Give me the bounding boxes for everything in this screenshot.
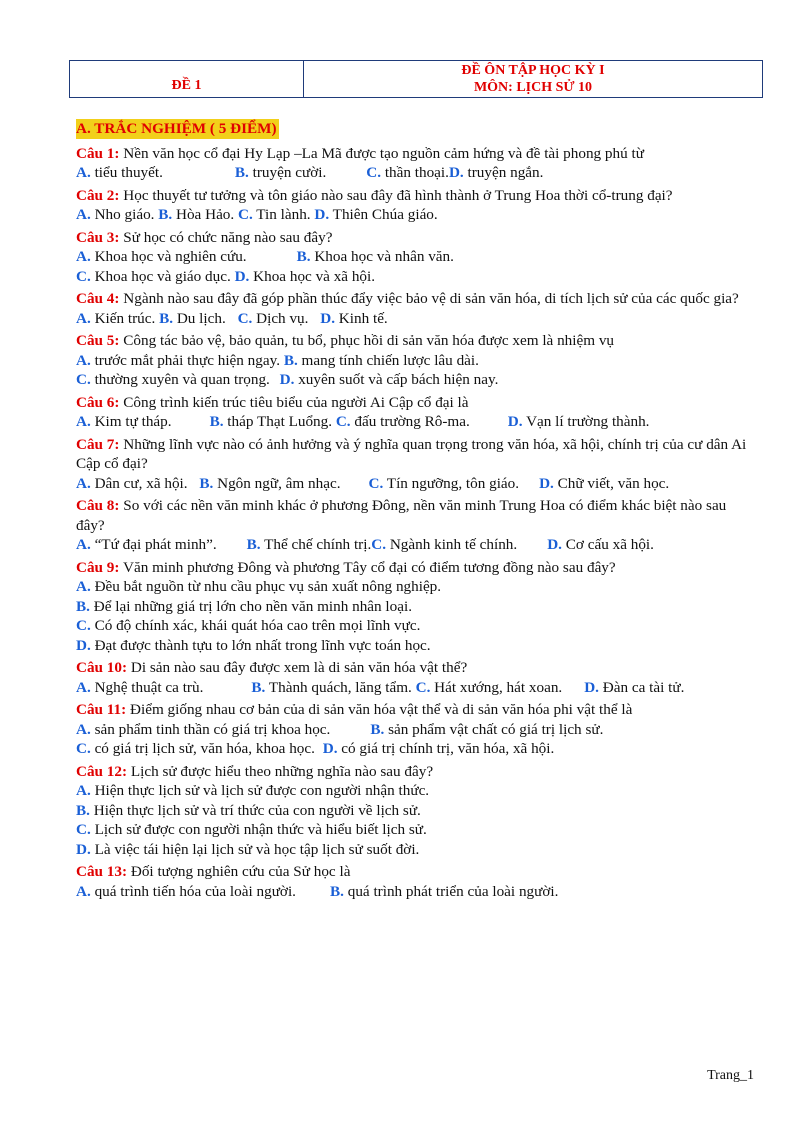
answer-option <box>76 164 163 181</box>
answer-text: thần thoại. <box>381 164 449 181</box>
answer-row <box>76 577 756 597</box>
answer-option <box>199 475 340 492</box>
answer-option <box>76 413 172 430</box>
question-label: Câu 6: <box>76 393 120 411</box>
answer-option <box>247 536 372 553</box>
answer-text: Ngôn ngữ, âm nhạc. <box>213 474 341 492</box>
answer-text: Đàn ca tài tử. <box>598 678 685 696</box>
answer-text: xuyên suốt và cấp bách hiện nay. <box>294 371 499 388</box>
question-stem <box>76 331 756 351</box>
answer-text: Nho giáo. <box>90 206 159 223</box>
answer-text: Hòa Hảo. <box>172 206 238 223</box>
question-stem <box>76 700 756 720</box>
question-text: Công trình kiến trúc tiêu biểu của người Ai Cập cổ đại là <box>119 393 469 411</box>
answer-option <box>76 371 274 388</box>
answer-row <box>76 820 756 840</box>
answer-letter: A. <box>76 782 91 799</box>
answer-letter: A. <box>76 164 91 181</box>
answer-text: Tin lành. <box>252 206 315 223</box>
answer-text: thường xuyên và quan trọng. <box>90 371 274 388</box>
question-12 <box>76 762 756 860</box>
answer-text: Kim tự tháp. <box>90 413 172 430</box>
question-7 <box>76 435 756 494</box>
question-3 <box>76 228 756 287</box>
question-text: So với các nền văn minh khác ở phương Đông, nền văn minh Trung Hoa có điểm khác biệt nào sau đây? <box>76 497 727 534</box>
answer-option <box>238 206 314 223</box>
answer-option <box>336 413 470 430</box>
answer-letter: A. <box>76 351 91 369</box>
question-stem <box>76 658 756 678</box>
question-stem <box>76 496 756 535</box>
answer-letter: D. <box>76 636 91 654</box>
question-2 <box>76 186 756 225</box>
answer-text: Hiện thực lịch sử và trí thức của con người về lịch sử. <box>89 801 421 819</box>
question-13 <box>76 862 756 901</box>
answer-row <box>76 739 756 759</box>
answer-letter: B. <box>209 413 224 430</box>
answer-option <box>330 883 558 900</box>
question-stem <box>76 228 756 248</box>
question-stem <box>76 144 756 164</box>
answer-letter: D. <box>320 309 335 327</box>
question-label: Câu 7: <box>76 435 120 453</box>
question-text: Lịch sử được hiểu theo những nghĩa nào sau đây? <box>127 762 434 780</box>
answer-option <box>76 536 217 553</box>
answer-letter: D. <box>448 164 464 181</box>
question-11 <box>76 700 756 759</box>
answer-option <box>284 352 479 369</box>
answer-letter: B. <box>296 248 311 265</box>
answer-row <box>76 267 756 287</box>
answer-text: Lịch sử được con người nhận thức và hiểu biết lịch sử. <box>90 821 427 838</box>
answer-letter: B. <box>370 720 385 738</box>
answer-row <box>76 597 756 617</box>
answer-letter: B. <box>283 351 298 369</box>
header-exam-number-cell <box>70 61 304 97</box>
answer-text: Thể chế chính trị. <box>260 536 372 553</box>
question-text: Đối tượng nghiên cứu của Sử học là <box>127 863 351 880</box>
answer-option <box>297 248 454 265</box>
answer-option <box>449 164 543 181</box>
answer-letter: A. <box>76 413 91 430</box>
question-label: Câu 4: <box>76 290 120 307</box>
question-4 <box>76 289 756 328</box>
answer-text: Kinh tế. <box>335 309 388 327</box>
answer-text: truyện ngắn. <box>463 164 544 181</box>
question-1 <box>76 144 756 183</box>
answer-option <box>416 679 563 696</box>
answer-letter: A. <box>76 248 91 265</box>
answer-option <box>76 841 419 858</box>
question-label: Câu 10: <box>76 659 128 676</box>
answer-letter: C. <box>366 164 382 181</box>
answer-row <box>76 309 756 329</box>
answer-letter: D. <box>584 678 599 696</box>
answer-text: tiểu thuyết. <box>90 164 163 181</box>
answer-text: Khoa học và xã hội. <box>249 267 376 285</box>
answer-letter: B. <box>329 882 344 900</box>
answer-letter: A. <box>76 578 91 595</box>
answer-letter: B. <box>251 678 266 696</box>
question-text: Nền văn học cổ đại Hy Lạp –La Mã được tạo nguồn cảm hứng và đề tài phong phú từ <box>119 144 644 162</box>
answer-text: Có độ chính xác, khái quát hóa cao trên mọi lĩnh vực. <box>90 617 421 634</box>
answer-text: Để lại những giá trị lớn cho nền văn minh nhân loại. <box>89 597 412 615</box>
exam-title: ĐỀ ÔN TẬP HỌC KỲ I <box>461 63 605 78</box>
question-label: Câu 11: <box>76 701 127 718</box>
answer-letter: A. <box>76 309 91 327</box>
question-6 <box>76 393 756 432</box>
answer-text: có giá trị chính trị, văn hóa, xã hội. <box>337 740 555 757</box>
question-stem <box>76 762 756 782</box>
answer-option <box>210 413 336 430</box>
answer-text: Đều bắt nguồn từ nhu cầu phục vụ sản xuất nông nghiệp. <box>90 578 442 595</box>
question-stem <box>76 393 756 413</box>
answer-text: Tín ngưỡng, tôn giáo. <box>383 474 520 492</box>
answer-text: sản phẩm tinh thần có giá trị khoa học. <box>90 720 331 738</box>
answer-letter: A. <box>76 206 91 223</box>
answer-letter: C. <box>237 309 253 327</box>
answer-option <box>323 740 555 757</box>
answer-text: Kiến trúc. <box>90 309 160 327</box>
answer-letter: C. <box>76 267 91 285</box>
question-stem <box>76 435 756 474</box>
answer-letter: C. <box>76 617 91 634</box>
question-label: Câu 12: <box>76 762 128 780</box>
answer-row <box>76 163 756 183</box>
answer-text: Khoa học và nghiên cứu. <box>90 248 247 265</box>
answer-letter: A. <box>76 720 91 738</box>
answer-option <box>76 740 319 757</box>
header-table <box>69 60 763 98</box>
answer-text: Cơ cấu xã hội. <box>561 536 654 553</box>
page-number: Trang_1 <box>707 1068 754 1083</box>
question-text: Điểm giống nhau cơ bản của di sản văn hóa vật thể và di sản văn hóa phi vật thể là <box>126 701 633 718</box>
question-8 <box>76 496 756 555</box>
answer-text: Ngành kinh tế chính. <box>386 536 518 553</box>
answer-letter: B. <box>246 536 261 553</box>
question-text: Di sản nào sau đây được xem là di sản văn hóa vật thể? <box>127 659 468 676</box>
question-text: Công tác bảo vệ, bảo quản, tu bổ, phục hồi di sản văn hóa được xem là nhiệm vụ <box>119 332 615 349</box>
answer-option <box>76 821 427 838</box>
answer-option <box>76 679 203 696</box>
answer-text: Du lịch. <box>173 309 230 327</box>
answer-letter: D. <box>76 840 91 858</box>
exam-number: ĐỀ 1 <box>171 78 202 93</box>
answer-option <box>76 883 296 900</box>
exam-content <box>76 119 756 901</box>
answer-text: Hiện thực lịch sử và lịch sử được con người nhận thức. <box>90 782 430 799</box>
answer-option <box>508 413 650 430</box>
answer-text: Đạt được thành tựu to lớn nhất trong lĩnh vực toán học. <box>90 636 431 654</box>
answer-text: Hát xướng, hát xoan. <box>430 678 563 696</box>
answer-option <box>76 352 284 369</box>
question-stem <box>76 289 756 309</box>
answer-text: quá trình phát triển của loài người. <box>343 882 559 900</box>
answer-option <box>369 475 520 492</box>
question-list <box>76 144 756 902</box>
answer-option <box>76 637 431 654</box>
answer-text: Khoa học và nhân văn. <box>310 248 454 265</box>
answer-letter: D. <box>539 474 554 492</box>
answer-option <box>76 206 158 223</box>
answer-text: truyện cười. <box>248 164 327 181</box>
question-label: Câu 9: <box>76 558 120 576</box>
answer-letter: B. <box>159 309 174 327</box>
answer-letter: B. <box>199 474 214 492</box>
answer-row <box>76 247 756 267</box>
answer-row <box>76 636 756 656</box>
answer-option <box>371 536 517 553</box>
answer-option <box>76 475 191 492</box>
answer-letter: A. <box>76 536 91 553</box>
section-title: A. TRẮC NGHIỆM ( 5 ĐIỂM) <box>76 120 277 137</box>
answer-option <box>235 268 375 285</box>
answer-text: quá trình tiến hóa của loài người. <box>90 882 296 900</box>
question-stem <box>76 862 756 882</box>
answer-text: Nghệ thuật ca trù. <box>90 678 204 696</box>
answer-letter: D. <box>279 371 295 388</box>
answer-text: Thành quách, lăng tẩm. <box>265 678 416 696</box>
question-stem <box>76 558 756 578</box>
answer-letter: C. <box>335 413 351 430</box>
answer-option <box>76 310 159 327</box>
answer-letter: A. <box>76 882 91 900</box>
answer-option <box>76 578 441 595</box>
question-5 <box>76 331 756 390</box>
answer-option <box>314 206 437 223</box>
answer-letter: C. <box>415 678 431 696</box>
answer-row <box>76 840 756 860</box>
subject-title: MÔN: LỊCH SỬ 10 <box>473 80 593 95</box>
answer-text: có giá trị lịch sử, văn hóa, khoa học. <box>90 740 319 757</box>
answer-option <box>539 475 669 492</box>
answer-option <box>235 164 326 181</box>
answer-text: Thiên Chúa giáo. <box>329 206 438 223</box>
answer-letter: B. <box>158 206 173 223</box>
answer-row <box>76 370 756 390</box>
answer-letter: D. <box>234 267 250 285</box>
answer-option <box>584 679 684 696</box>
answer-text: Chữ viết, văn học. <box>553 474 670 492</box>
answer-option <box>158 206 238 223</box>
answer-text: đấu trường Rô-ma. <box>350 413 470 430</box>
question-label: Câu 3: <box>76 228 120 246</box>
answer-letter: B. <box>234 164 249 181</box>
answer-option <box>370 721 603 738</box>
answer-text: Dịch vụ. <box>252 309 313 327</box>
answer-text: Khoa học và giáo dục. <box>90 267 235 285</box>
answer-option <box>159 310 229 327</box>
answer-text: Vạn lí trường thành. <box>522 413 650 430</box>
answer-letter: D. <box>547 536 562 553</box>
answer-letter: D. <box>322 740 338 757</box>
answer-row <box>76 781 756 801</box>
answer-row <box>76 801 756 821</box>
answer-text: mang tính chiến lược lâu dài. <box>297 351 479 369</box>
answer-option <box>76 617 420 634</box>
answer-option <box>280 371 499 388</box>
answer-row <box>76 678 756 698</box>
answer-letter: C. <box>238 206 253 223</box>
question-10 <box>76 658 756 697</box>
answer-row <box>76 412 756 432</box>
answer-row <box>76 205 756 225</box>
answer-text: Dân cư, xã hội. <box>90 474 192 492</box>
answer-row <box>76 616 756 636</box>
answer-text: tháp Thạt Luổng. <box>223 413 336 430</box>
answer-letter: D. <box>314 206 330 223</box>
answer-row <box>76 351 756 371</box>
header-title-cell <box>304 61 762 97</box>
answer-option <box>320 310 388 327</box>
answer-option <box>76 802 421 819</box>
question-label: Câu 2: <box>76 186 120 204</box>
question-text: Văn minh phương Đông và phương Tây cổ đại có điểm tương đồng nào sau đây? <box>119 558 616 576</box>
answer-letter: C. <box>76 821 91 838</box>
answer-letter: C. <box>76 371 91 388</box>
answer-option <box>238 310 313 327</box>
question-label: Câu 1: <box>76 144 120 162</box>
question-text: Những lĩnh vực nào có ảnh hưởng và ý nghĩa quan trọng trong văn hóa, xã hội, chính trị của cư dân Ai Cập cổ đại? <box>76 435 747 472</box>
answer-letter: D. <box>507 413 523 430</box>
answer-text: trước mắt phải thực hiện ngay. <box>90 351 284 369</box>
answer-row <box>76 535 756 555</box>
question-text: Sử học có chức năng nào sau đây? <box>119 228 333 246</box>
answer-text: sản phẩm vật chất có giá trị lịch sử. <box>384 720 604 738</box>
answer-option <box>76 721 330 738</box>
answer-letter: C. <box>371 536 387 553</box>
answer-letter: B. <box>76 801 90 819</box>
question-text: Ngành nào sau đây đã góp phần thúc đẩy việc bảo vệ di sản văn hóa, di tích lịch sử của các quốc gia? <box>119 290 739 307</box>
question-label: Câu 8: <box>76 497 120 514</box>
answer-option <box>547 536 654 553</box>
question-label: Câu 5: <box>76 332 120 349</box>
answer-letter: A. <box>76 678 91 696</box>
question-stem <box>76 186 756 206</box>
answer-row <box>76 882 756 902</box>
answer-option <box>76 268 235 285</box>
question-label: Câu 13: <box>76 863 128 880</box>
answer-row <box>76 720 756 740</box>
answer-letter: C. <box>368 474 384 492</box>
question-text: Học thuyết tư tưởng và tôn giáo nào sau đây đã hình thành ở Trung Hoa thời cổ-trung đại? <box>119 186 673 204</box>
answer-option <box>76 598 412 615</box>
answer-letter: C. <box>76 740 91 757</box>
answer-row <box>76 474 756 494</box>
answer-text: Là việc tái hiện lại lịch sử và học tập lịch sử suốt đời. <box>90 840 420 858</box>
answer-option <box>76 782 429 799</box>
answer-option <box>76 248 247 265</box>
answer-option <box>251 679 415 696</box>
question-9 <box>76 558 756 656</box>
answer-letter: B. <box>76 597 90 615</box>
answer-text: “Tứ đại phát minh”. <box>90 536 217 553</box>
answer-option <box>366 164 449 181</box>
answer-letter: A. <box>76 474 91 492</box>
